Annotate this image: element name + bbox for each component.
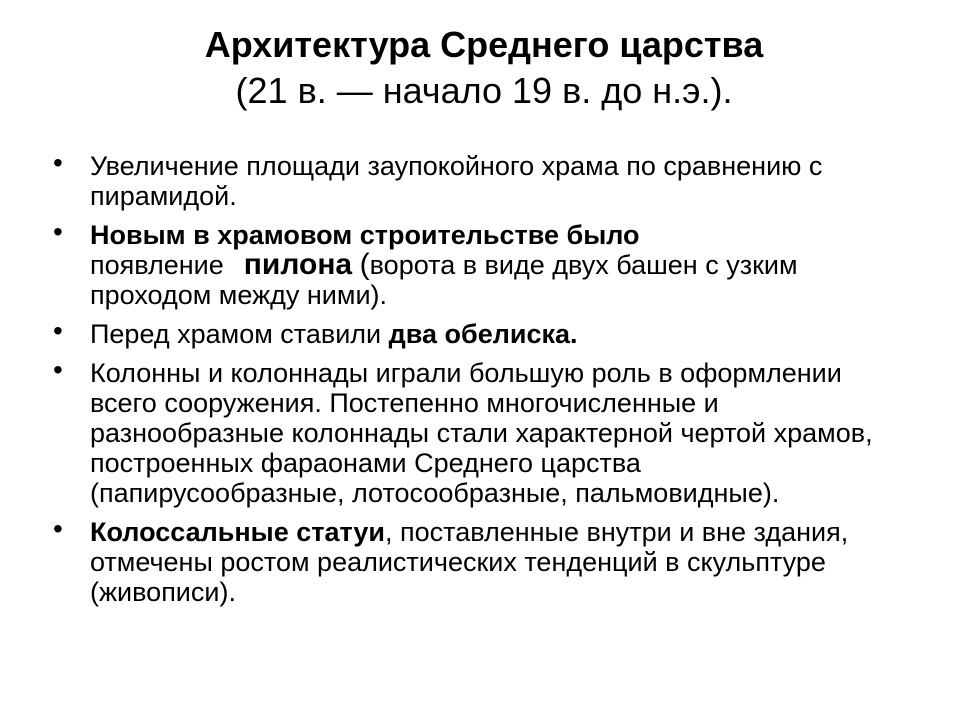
bullet-text-after: ворота в виде двух башен с узким проходом между ними). <box>90 250 798 310</box>
bullet-icon: • <box>53 315 63 346</box>
bullet-icon: • <box>53 513 63 544</box>
bullet-item-pylon <box>52 216 892 310</box>
bullet-paren: ( <box>359 248 370 281</box>
title-main: Архитектура Среднего царства <box>204 24 764 65</box>
bullet-icon: • <box>53 147 63 178</box>
slide-title <box>0 22 960 114</box>
bullet-text-before: Перед храмом ставили <box>90 319 389 349</box>
bullet-text-before: появление <box>90 250 224 280</box>
bullet-item-obelisks <box>52 315 892 349</box>
bullet-icon: • <box>53 354 63 385</box>
bullet-bold-term: два обелиска. <box>388 319 578 349</box>
bullet-list <box>52 147 892 616</box>
bullet-bold-term: Колоссальные статуи <box>90 517 386 547</box>
bullet-icon: • <box>53 216 63 247</box>
bullet-item-temple-area <box>52 147 892 211</box>
title-dates: (21 в. — начало 19 в. до н.э.). <box>235 70 733 111</box>
bullet-text-after: , поставленные внутри и вне здания, отмечены ростом реалистических тенденций в скульптуре (живописи). <box>90 517 849 607</box>
bullet-item-statues <box>52 513 892 607</box>
bullet-item-columns <box>52 354 892 508</box>
bullet-bold-intro: Новым в храмовом строительстве было <box>90 220 640 250</box>
bullet-text: Увеличение площади заупокойного храма по сравнению с пирамидой. <box>90 151 823 211</box>
bullet-text: Колонны и колоннады играли большую роль в оформлении всего сооружения. Постепенно многочисленные и разнообразные колоннады стали характерной чертой храмов, построенных фараонами Среднего царства (папирусообразные, лотосообразные, пальмовидные). <box>90 358 873 508</box>
bullet-highlight-term: пилона <box>243 248 353 281</box>
